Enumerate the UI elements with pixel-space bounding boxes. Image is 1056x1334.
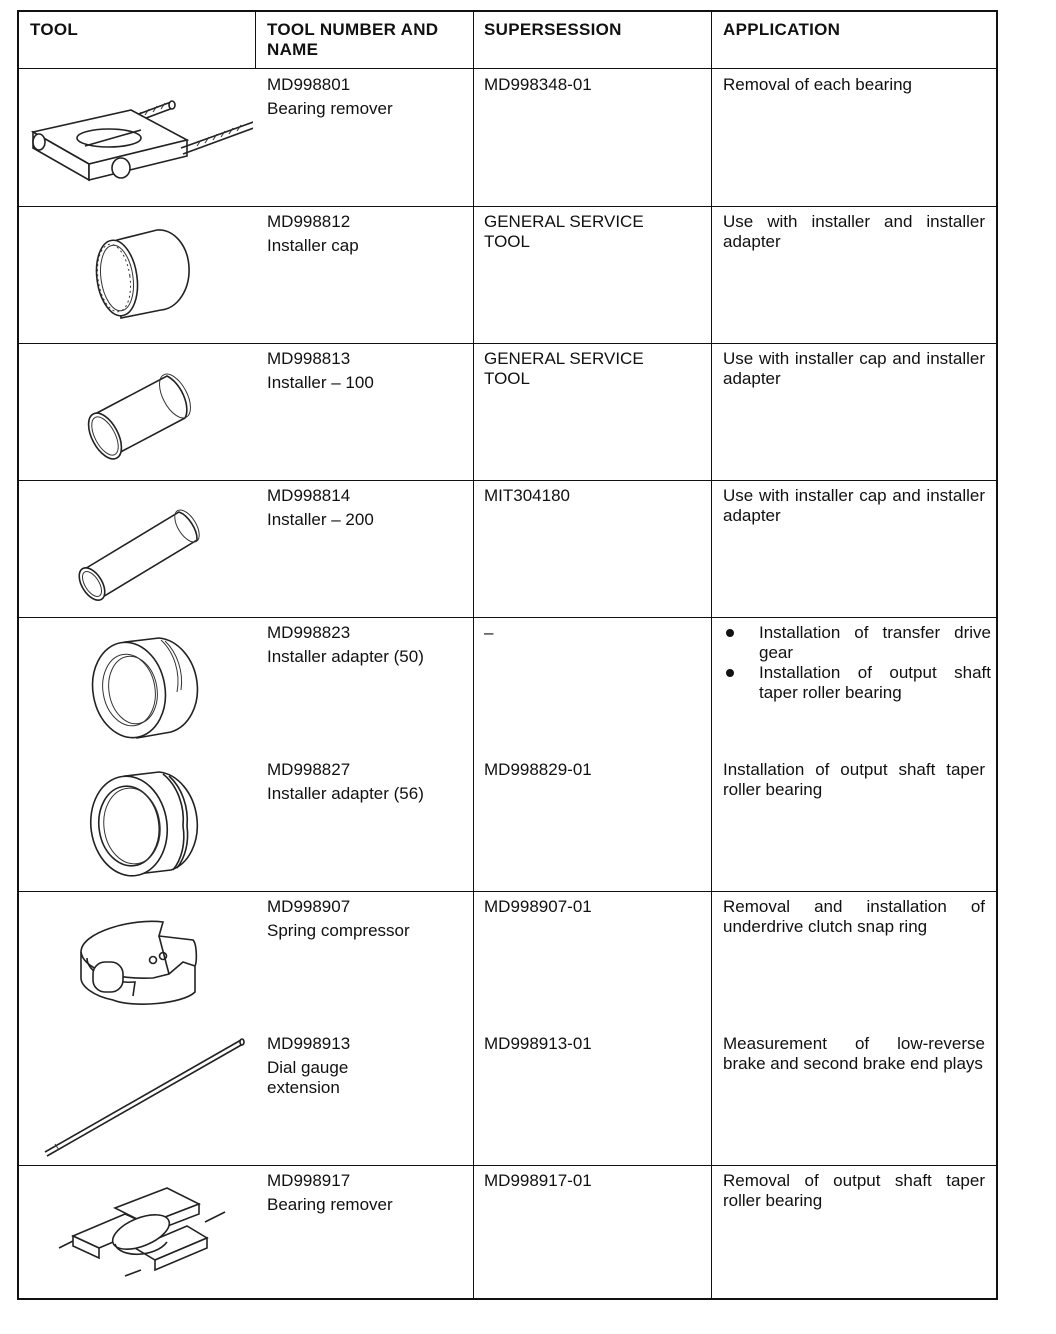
row-divider (19, 206, 996, 207)
tool-number-name-cell (267, 897, 467, 941)
tool-number-name-cell (267, 1034, 387, 1098)
installer-adapter-50-icon (85, 632, 203, 744)
supersession-cell: MD998913-01 (484, 1034, 592, 1053)
header-application: APPLICATION (723, 20, 841, 39)
supersession-cell: GENERAL SERVICE TOOL (484, 212, 644, 251)
tool-number-name-cell (267, 75, 467, 119)
application-bullet: Installation of transfer drive gear (723, 623, 991, 663)
tool-number: MD998907 (267, 897, 351, 916)
installer-100-icon (81, 362, 201, 466)
column-divider (711, 12, 712, 1298)
tool-name: Bearing remover (267, 99, 393, 118)
supersession-cell: – (484, 623, 494, 642)
application-bullet: Installation of output shaft taper roller bearing (723, 663, 991, 703)
tool-number-name-cell (267, 760, 447, 804)
tool-number-name-cell (267, 212, 467, 256)
tool-number: MD998913 (267, 1034, 351, 1053)
special-tools-table (17, 10, 998, 1300)
supersession-cell: MD998907-01 (484, 897, 592, 916)
application-cell: Removal of output shaft taper roller bearing (723, 1171, 985, 1210)
tool-name: Installer adapter (50) (267, 647, 424, 666)
application-bullet-list (723, 623, 991, 703)
supersession-cell: MD998917-01 (484, 1171, 592, 1190)
supersession-cell: GENERAL SERVICE TOOL (484, 349, 644, 388)
tool-name: Installer cap (267, 236, 359, 255)
application-cell: Use with installer and installer adapter (723, 212, 985, 251)
row-divider (19, 68, 996, 69)
row-divider (19, 343, 996, 344)
dial-gauge-extension-icon (41, 1034, 247, 1158)
application-cell: Measurement of low-reverse brake and second brake end plays (723, 1034, 985, 1073)
tool-name: Installer – 200 (267, 510, 374, 529)
tool-number: MD998917 (267, 1171, 351, 1190)
header-column-divider (255, 12, 256, 68)
tool-number: MD998827 (267, 760, 351, 779)
installer-200-icon (73, 496, 209, 606)
tool-number-name-cell (267, 486, 467, 530)
spring-compressor-icon (73, 912, 209, 1012)
tool-number: MD998812 (267, 212, 351, 231)
application-cell: Use with installer cap and installer adapter (723, 486, 985, 525)
tool-name: Installer – 100 (267, 373, 374, 392)
application-cell: Installation of output shaft taper roller bearing (723, 760, 985, 799)
bearing-remover-icon (21, 90, 253, 188)
installer-cap-icon (87, 222, 197, 322)
header-tool-number-name: TOOL NUMBER AND NAME (267, 20, 439, 59)
tool-number-name-cell (267, 349, 467, 393)
application-cell (723, 623, 991, 703)
tool-number: MD998823 (267, 623, 351, 642)
header-tool: TOOL (30, 20, 79, 39)
installer-adapter-56-icon (83, 766, 203, 882)
tool-name: Spring compressor (267, 921, 410, 940)
tool-number: MD998814 (267, 486, 351, 505)
supersession-cell: MD998348-01 (484, 75, 592, 94)
row-divider (19, 891, 996, 892)
tool-name: Bearing remover (267, 1195, 393, 1214)
tool-name: Installer adapter (56) (267, 784, 424, 803)
row-divider (19, 480, 996, 481)
header-supersession: SUPERSESSION (484, 20, 622, 39)
supersession-cell: MIT304180 (484, 486, 570, 505)
tool-name: Dial gauge extension (267, 1058, 349, 1097)
row-divider (19, 617, 996, 618)
supersession-cell: MD998829-01 (484, 760, 592, 779)
tool-number-name-cell (267, 623, 447, 667)
application-cell: Use with installer cap and installer adapter (723, 349, 985, 388)
application-cell: Removal of each bearing (723, 75, 913, 94)
tool-number: MD998813 (267, 349, 351, 368)
column-divider (473, 12, 474, 1298)
tool-number-name-cell (267, 1171, 467, 1215)
application-cell: Removal and installation of underdrive clutch snap ring (723, 897, 985, 936)
tool-number: MD998801 (267, 75, 351, 94)
bearing-remover-2-icon (55, 1178, 231, 1288)
row-divider (19, 1165, 996, 1166)
